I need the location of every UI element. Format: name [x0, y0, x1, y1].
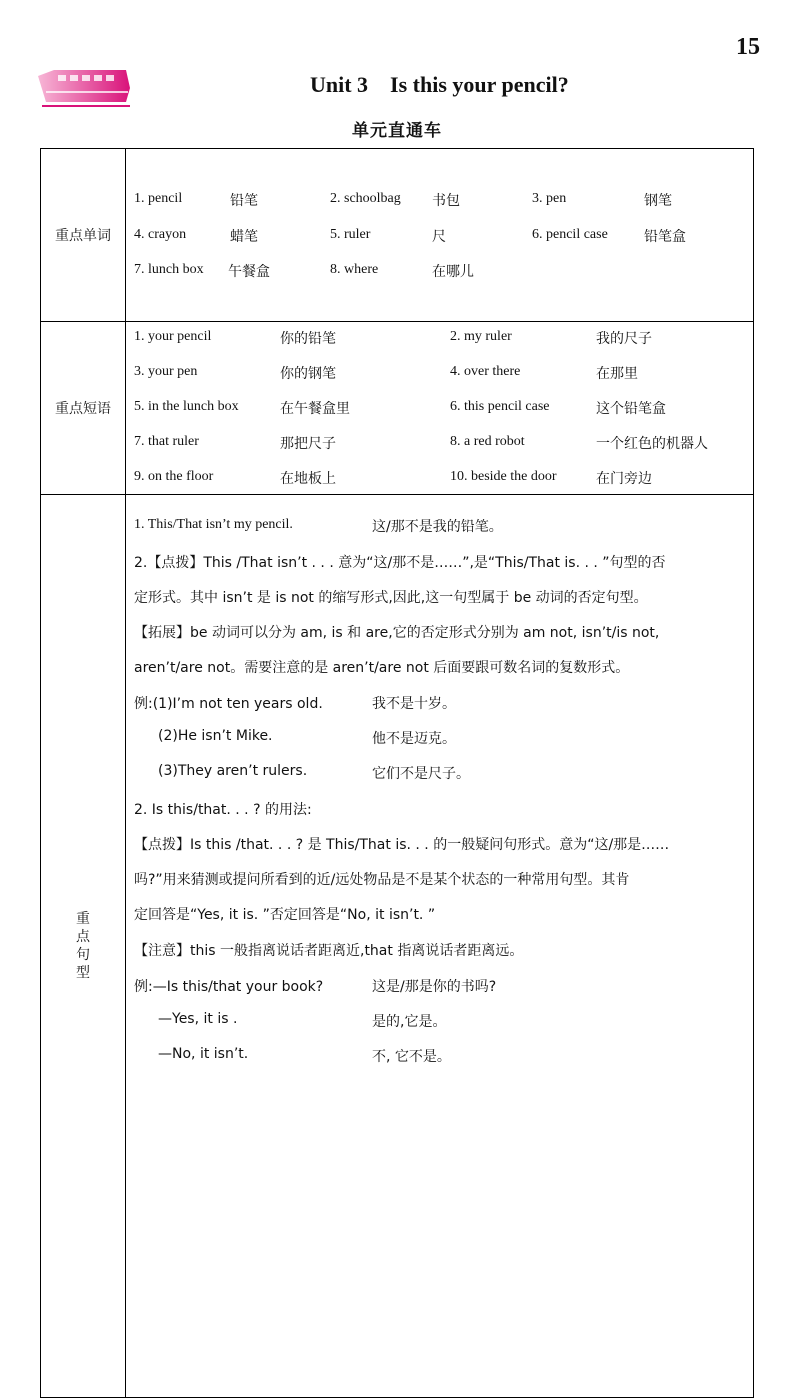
- example-zh: 我不是十岁。: [372, 696, 456, 712]
- example-en: (2)He isn’t Mike.: [158, 728, 273, 744]
- example-zh: 这是/那是你的书吗?: [372, 979, 497, 995]
- phrase-zh: 在那里: [596, 366, 638, 382]
- phrase-en: 10. beside the door: [450, 469, 557, 484]
- sentence-translation: 这/那不是我的铅笔。: [372, 519, 503, 535]
- page-number: 15: [736, 34, 760, 60]
- sentence-line: 1. This/That isn’t my pencil.: [134, 517, 293, 532]
- word-zh: 铅笔盒: [644, 229, 686, 245]
- sentence-note: 【点拨】Is this /that. . . ? 是 This/That is. . . 的一般疑问句形式。意为“这/那是……: [134, 837, 670, 853]
- word-zh: 在哪儿: [432, 264, 474, 280]
- key-sentences-row: [41, 495, 754, 1398]
- key-words-row: [41, 149, 754, 322]
- phrase-en: 2. my ruler: [450, 329, 512, 344]
- key-phrases-grid: [126, 322, 753, 494]
- key-phrases-row: [41, 322, 754, 495]
- word-zh: 铅笔: [230, 193, 258, 209]
- word-zh: 尺: [432, 229, 446, 245]
- word-zh: 钢笔: [644, 193, 672, 209]
- key-sentences-label: 重点句型: [76, 911, 90, 981]
- example-zh: 他不是迈克。: [372, 731, 456, 747]
- word-zh: 书包: [432, 193, 460, 209]
- word-en: 2. schoolbag: [330, 191, 401, 206]
- phrase-zh: 我的尺子: [596, 331, 652, 347]
- key-phrases-label: 重点短语: [41, 322, 126, 495]
- sentence-note: 2.【点拨】This /That isn’t . . . 意为“这/那不是……”,是“This/That is. . . ”句型的否: [134, 555, 666, 571]
- phrase-zh: 这个铅笔盒: [596, 401, 666, 417]
- key-words-grid: [126, 149, 753, 321]
- phrase-en: 5. in the lunch box: [134, 399, 239, 414]
- word-zh: 蜡笔: [230, 229, 258, 245]
- word-zh: 午餐盒: [228, 264, 270, 280]
- example-en: (3)They aren’t rulers.: [158, 763, 308, 779]
- word-en: 4. crayon: [134, 227, 187, 242]
- example-zh: 它们不是尺子。: [372, 766, 470, 782]
- word-en: 6. pencil case: [532, 227, 608, 242]
- phrase-en: 8. a red robot: [450, 434, 525, 449]
- phrase-zh: 你的铅笔: [280, 331, 336, 347]
- word-en: 5. ruler: [330, 227, 371, 242]
- phrase-zh: 那把尺子: [280, 436, 336, 452]
- train-icon: [36, 62, 132, 110]
- vocabulary-table: [40, 148, 754, 1398]
- phrase-zh: 你的钢笔: [280, 366, 336, 382]
- key-words-label: 重点单词: [41, 149, 126, 322]
- word-en: 3. pen: [532, 191, 567, 206]
- sentence-note: 2. Is this/that. . . ? 的用法:: [134, 802, 312, 818]
- sentence-note: 定回答是“Yes, it is. ”否定回答是“No, it isn’t. ”: [134, 907, 436, 923]
- phrase-zh: 在地板上: [280, 471, 336, 487]
- key-sentences-content: [126, 495, 753, 1397]
- sentence-note: aren’t/are not。需要注意的是 aren’t/are not 后面要跟可数名词的复数形式。: [134, 660, 630, 676]
- phrase-zh: 在午餐盒里: [280, 401, 350, 417]
- word-en: 7. lunch box: [134, 262, 204, 277]
- word-en: 8. where: [330, 262, 379, 277]
- sentence-note: 吗?”用来猜测或提问所看到的近/远处物品是不是某个状态的一种常用句型。其肯: [134, 872, 630, 888]
- example-en: 例:(1)I’m not ten years old.: [134, 696, 323, 712]
- phrase-en: 6. this pencil case: [450, 399, 550, 414]
- example-en: —No, it isn’t.: [158, 1046, 249, 1062]
- sentence-note: 【注意】this 一般指离说话者距离近,that 指离说话者距离远。: [134, 943, 524, 959]
- phrase-en: 9. on the floor: [134, 469, 214, 484]
- example-zh: 不, 它不是。: [372, 1049, 451, 1065]
- phrase-en: 7. that ruler: [134, 434, 199, 449]
- sentence-note: 【拓展】be 动词可以分为 am, is 和 are,它的否定形式分别为 am not, isn’t/is not,: [134, 625, 660, 641]
- example-en: 例:—Is this/that your book?: [134, 979, 324, 995]
- word-en: 1. pencil: [134, 191, 183, 206]
- sentence-note: 定形式。其中 isn’t 是 is not 的缩写形式,因此,这一句型属于 be 动词的否定句型。: [134, 590, 648, 606]
- section-title: 单元直通车: [352, 121, 442, 141]
- example-en: —Yes, it is .: [158, 1011, 238, 1027]
- phrase-zh: 在门旁边: [596, 471, 652, 487]
- phrase-zh: 一个红色的机器人: [596, 436, 708, 452]
- example-zh: 是的,它是。: [372, 1014, 447, 1030]
- phrase-en: 3. your pen: [134, 364, 198, 379]
- phrase-en: 1. your pencil: [134, 329, 212, 344]
- phrase-en: 4. over there: [450, 364, 521, 379]
- unit-title: Unit 3 Is this your pencil?: [310, 72, 569, 97]
